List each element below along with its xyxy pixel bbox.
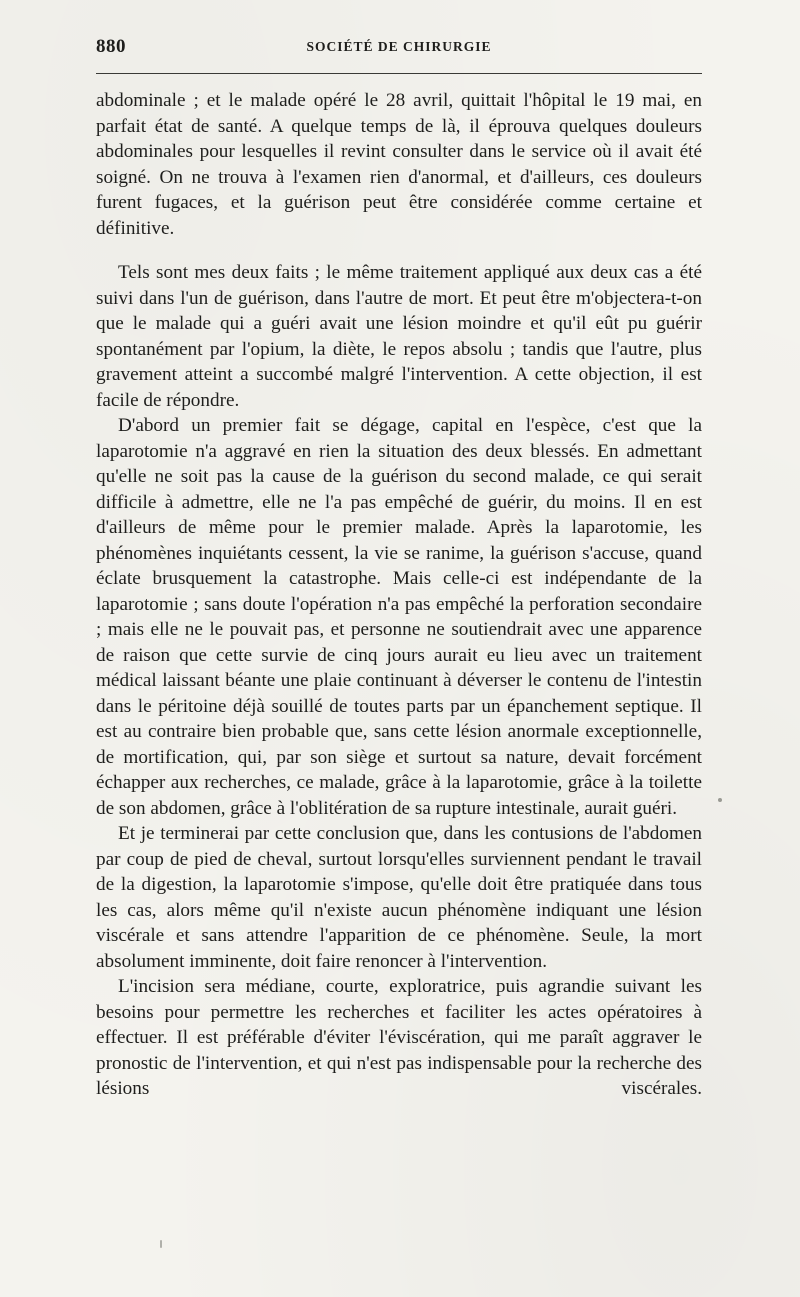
paragraph-continuation: abdominale ; et le malade opéré le 28 avril, quittait l'hôpital le 19 mai, en parfait état de santé. A quelque temps de là, il éprouva quelques douleurs abdominales pour lesquelles il revint consulter dans le service où il avait été soigné. On ne trouva à l'examen rien d'anormal, et d'ailleurs, ces douleurs furent fugaces, et la guérison peut être considérée comme certaine et définitive.	[96, 90, 702, 239]
header-rule	[96, 73, 702, 74]
paragraph-laparotomy-argument: D'abord un premier fait se dégage, capital en l'espèce, c'est que la laparotomie n'a aggravé en rien la situation des deux blessés. En admettant qu'elle ne soit pas la cause de la guérison du second malade, ce qui serait difficile à admettre, elle ne l'a pas empêché de guérir, du moins. Il en est d'ailleurs de même pour le premier malade. Après la laparotomie, les phénomènes inquiétants cessent, la vie se ranime, la guérison s'accuse, quand éclate brusquement la catastrophe. Mais celle-ci est indépendante de la laparotomie ; sans doute l'opération n'a pas empêché la perforation secondaire ; mais elle ne le pouvait pas, et personne ne soutiendrait avec une apparence de raison que cette survie de cinq jours aurait eu lieu avec un traitement médical laissant béante une plaie continuant à déverser le contenu de l'intestin dans le péritoine déjà souillé de toutes parts par un épanchement septique. Il est au contraire bien probable que, sans cette lésion anormale exceptionnelle, de mortification, qui, par son siège et surtout sa nature, devait forcément échapper aux recherches, ce malade, grâce à la laparotomie, grâce à la toilette de son abdomen, grâce à l'oblitération de sa rupture intestinale, aurait guéri.	[96, 415, 702, 819]
page-number: 880	[96, 36, 126, 57]
paper-speck	[160, 1240, 162, 1248]
paper-speck	[718, 798, 722, 802]
paragraph-two-cases: Tels sont mes deux faits ; le même traitement appliqué aux deux cas a été suivi dans l'un de guérison, dans l'autre de mort. Et peut être m'objectera-t-on que le malade qui a guéri avait une lésion moindre et qu'il eût pu guérir spontanément par l'opium, la diète, le repos absolu ; tandis que l'autre, plus gravement atteint a succombé malgré l'intervention. A cette objection, il est facile de répondre.	[96, 262, 702, 411]
paragraph-incision: L'incision sera médiane, courte, exploratrice, puis agrandie suivant les besoins pour permettre les recherches et faciliter les actes opératoires à effectuer. Il est préférable d'éviter l'éviscération, qui me paraît aggraver le pronostic de l'intervention, et qui n'est pas indispensable pour la recherche des lésions viscérales.	[96, 976, 702, 1099]
page-header	[96, 36, 702, 60]
paragraph-conclusion: Et je terminerai par cette conclusion que, dans les contusions de l'abdomen par coup de pied de cheval, surtout lorsqu'elles surviennent pendant le travail de la digestion, la laparotomie s'impose, qu'elle doit être pratiquée dans tous les cas, alors même qu'il n'existe aucun phénomène indiquant une lésion viscérale et sans attendre l'apparition de ce phénomène. Seule, la mort absolument imminente, doit faire renoncer à l'intervention.	[96, 823, 702, 972]
body-text	[96, 88, 702, 1102]
paragraph-gap	[96, 241, 702, 260]
running-title: SOCIÉTÉ DE CHIRURGIE	[306, 39, 492, 54]
